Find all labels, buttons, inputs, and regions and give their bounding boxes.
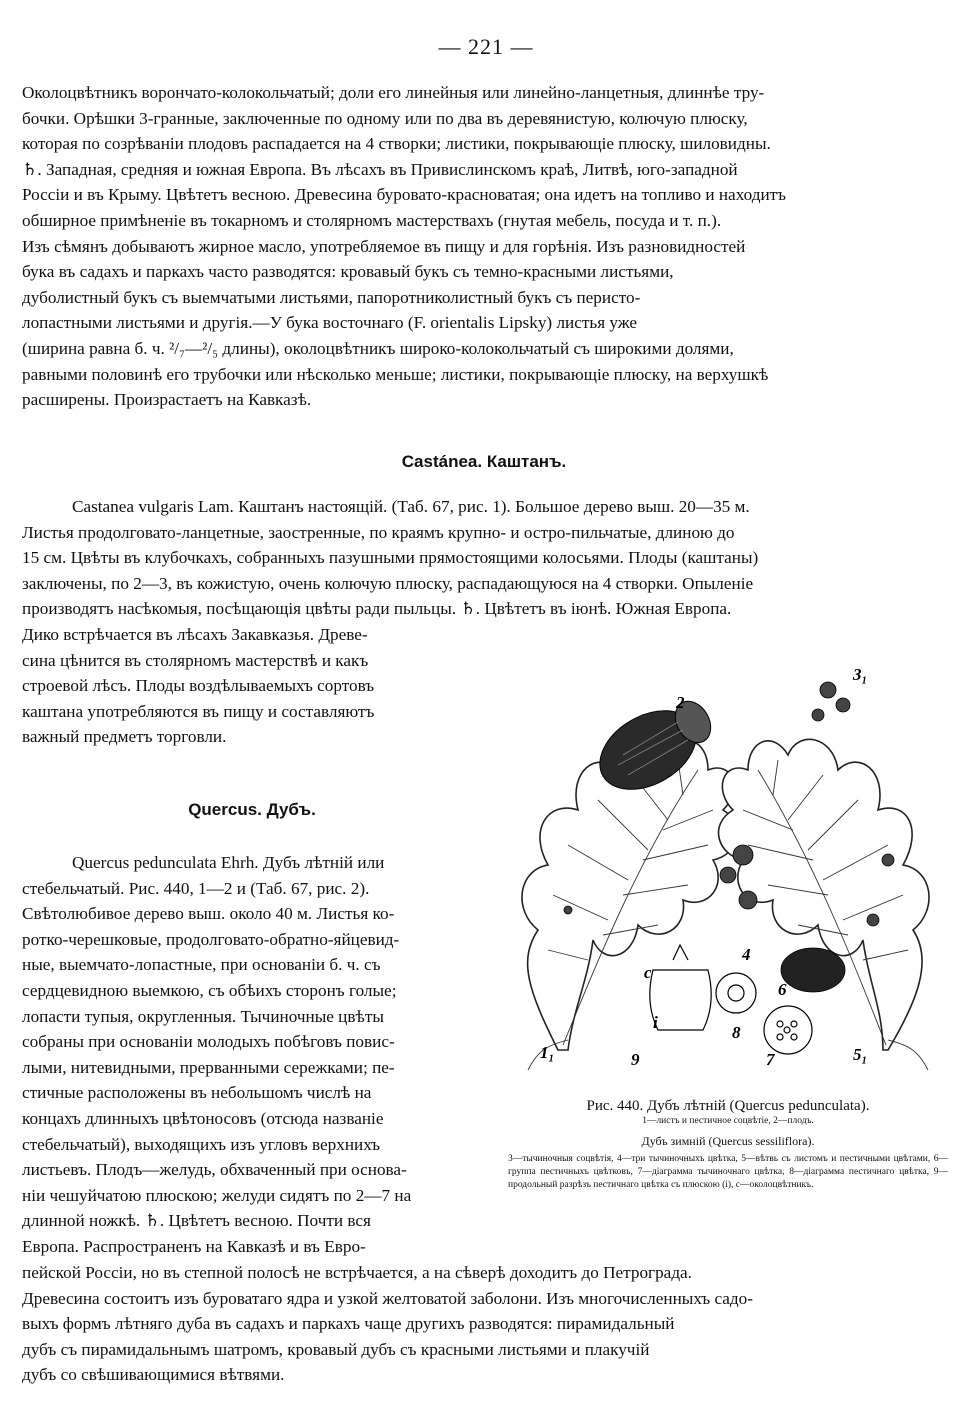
text-line: Quercus pedunculata Ehrh. Дубъ лѣтній или (72, 853, 385, 872)
quercus-text (22, 850, 484, 1260)
castanea-heading: Castánea. Каштанъ. (401, 452, 567, 471)
text-line: Древесина состоитъ изъ буроватаго ядра и узкой желтоватой заболони. Изъ многочисленныхъ садо- (22, 1288, 753, 1308)
text-line: листьевъ. Плодъ—желудь, обхваченный при основа- (22, 1160, 407, 1180)
text-line: сина цѣнится въ столярномъ мастерствѣ и какъ (22, 650, 369, 670)
oak-drawing (508, 660, 948, 1075)
label-3: 3₁ (853, 665, 868, 684)
label-2: 2 (676, 693, 685, 712)
text-line: выхъ формъ лѣтняго дуба въ садахъ и паркахъ чаще другихъ разводятся: пирамидальный (22, 1314, 675, 1334)
text-line: лопасти тупыя, округленныя. Тычиночные цвѣты (22, 1006, 384, 1026)
text-line: расширены. Произрастаетъ на Кавказѣ. (22, 390, 312, 410)
caption-sub2: 3—тычиночныя соцвѣтія, 4—три тычиночныхъ цвѣтка, 5—вѣтвь съ листомъ и пестичными цвѣтами, 6—группа пестичныхъ цвѣтковъ, 7—діаграмма тычиночнаго цвѣтка, 8—діаграмма пестичнаго цвѣтка, 9—продольный разрѣзъ пестичнаго цвѣтка съ плюскою (i), c—околоцвѣтникъ. (508, 1154, 948, 1190)
text-line: Изъ сѣмянъ добываютъ жирное масло, употребляемое въ пищу и для горѣнія. Изъ разновидностей (22, 236, 746, 256)
text-line: бука въ садахъ и паркахъ часто разводятся: кровавый букъ съ темно-красными листьями, (22, 262, 674, 282)
text-line: пейской Россіи, но въ степной полосѣ не встрѣчается, а на сѣверѣ доходитъ до Петрограда. (22, 1263, 692, 1282)
quercus-heading: Quercus. Дубъ. (188, 800, 316, 819)
caption-sub1: 1—листъ и пестичное соцвѣтіе, 2—плодъ. (642, 1116, 814, 1126)
caption-main: Рис. 440. Дубъ лѣтній (Quercus pedunculata). (586, 1098, 870, 1114)
label-8: 8 (732, 1023, 741, 1042)
text-line: Европа. Распространенъ на Кавказѣ и въ Евро- (22, 1236, 366, 1256)
text-line: Свѣтолюбивое дерево выш. около 40 м. Листья ко- (22, 904, 395, 924)
text-line: дубъ со свѣшивающимися вѣтвями. (22, 1365, 285, 1385)
quercus-text-full (22, 1260, 946, 1388)
text-line: строевой лѣсъ. Плоды воздѣлываемыхъ сортовъ (22, 676, 375, 696)
text-line: обширное примѣненіе въ токарномъ и столярномъ мастерствахъ (гнутая мебель, посуда и т. п.). (22, 210, 722, 230)
text-line: сердцевидною выемкою, съ обѣихъ сторонъ голые; (22, 980, 397, 1000)
text-line: концахъ длинныхъ цвѣтоносовъ (отсюда названіе (22, 1108, 384, 1128)
text-line: Дико встрѣчается въ лѣсахъ Закавказья. Древе- (22, 624, 368, 644)
text-line: Castanea vulgaris Lam. Каштанъ настоящій. (Таб. 67, рис. 1). Большое дерево выш. 20—35 м. (72, 497, 750, 516)
figure-caption (508, 1098, 948, 1192)
label-9: 9 (631, 1050, 640, 1069)
text-line: ніи чешуйчатою плюскою; желуди сидятъ по 2—7 на (22, 1185, 412, 1205)
text-line: (ширина равна б. ч. ²/₇—²/₅ длины), околоцвѣтникъ широко-колокольчатый съ широкими долями, (22, 338, 734, 358)
caption-title2: Дубъ зимній (Quercus sessiliflora). (641, 1134, 815, 1148)
label-5: 5₁ (853, 1045, 868, 1064)
text-line: стебельчатый), выходящихъ изъ угловъ верхнихъ (22, 1134, 381, 1154)
label-1: 1₁ (540, 1043, 555, 1062)
text-line: равными половинѣ его трубочки или нѣсколько меньше; листики, покрывающіе плюску, на верхушкѣ (22, 364, 769, 384)
label-i: i (653, 1013, 658, 1032)
text-line: дубъ съ пирамидальнымъ шатромъ, кровавый дубъ съ красными листьями и плакучій (22, 1339, 650, 1359)
text-line: лопастными листьями и другія.—У бука восточнаго (F. orientalis Lipsky) листья уже (22, 313, 638, 333)
text-line: важный предметъ торговли. (22, 727, 227, 747)
text-line: Россіи и въ Крыму. Цвѣтетъ весною. Древесина буровато-красноватая; она идетъ на топливо и находитъ (22, 185, 787, 205)
label-6: 6 (778, 980, 787, 999)
text-line: ротко-черешковые, продолговато-обратно-яйцевид- (22, 929, 400, 949)
text-line: 15 см. Цвѣты въ клубочкахъ, собранныхъ пазушными прямостоящими колосьями. Плоды (каштаны) (22, 548, 759, 568)
label-7: 7 (766, 1050, 775, 1069)
page-number: — 221 — (438, 34, 534, 59)
fagus-continuation (22, 80, 946, 413)
text-line: длинной ножкѣ. ♄. Цвѣтетъ весною. Почти вся (22, 1211, 371, 1231)
label-4: 4 (742, 945, 751, 964)
oak-illustration (508, 660, 948, 1075)
text-line: бочки. Орѣшки 3-гранные, заключенные по одному или по два въ деревянистую, колючую плюску, (22, 108, 748, 128)
text-line: дуболистный букъ съ выемчатыми листьями, папоротниколистный букъ съ перисто- (22, 287, 641, 307)
text-line: лыми, нитевидными, прерванными сережками; пе- (22, 1057, 395, 1077)
text-line: производятъ насѣкомыя, посѣщающія цвѣты ради пыльцы. ♄. Цвѣтетъ въ іюнѣ. Южная Европа. (22, 599, 732, 619)
text-line: стичные расположены въ небольшомъ числѣ на (22, 1083, 372, 1103)
text-line: Околоцвѣтникъ ворончато-колокольчатый; доли его линейныя или линейно-ланцетныя, длиннѣе тру- (22, 83, 765, 102)
text-line: заключены, по 2—3, въ кожистую, очень колючую плюску, распадающуюся на 4 створки. Опыленіе (22, 573, 754, 593)
text-line: стебельчатый. Рис. 440, 1—2 и (Таб. 67, рис. 2). (22, 878, 370, 898)
text-line: ные, выемчато-лопастные, при основаніи б. ч. съ (22, 955, 381, 975)
label-c: c (644, 963, 652, 982)
text-line: собраны при основаніи молодыхъ побѣговъ повис- (22, 1032, 395, 1052)
text-line: Листья продолговато-ланцетные, заостренные, по краямъ крупно- и остро-пильчатые, длиною до (22, 522, 735, 542)
text-line: каштана употребляются въ пищу и составляютъ (22, 701, 375, 721)
text-line: которая по созрѣваніи плодовъ распадается на 4 створки; листики, покрывающіе плюску, шиловидны. (22, 134, 771, 154)
text-line: ♄. Западная, средняя и южная Европа. Въ лѣсахъ въ Привислинскомъ краѣ, Литвѣ, юго-западной (22, 159, 738, 179)
